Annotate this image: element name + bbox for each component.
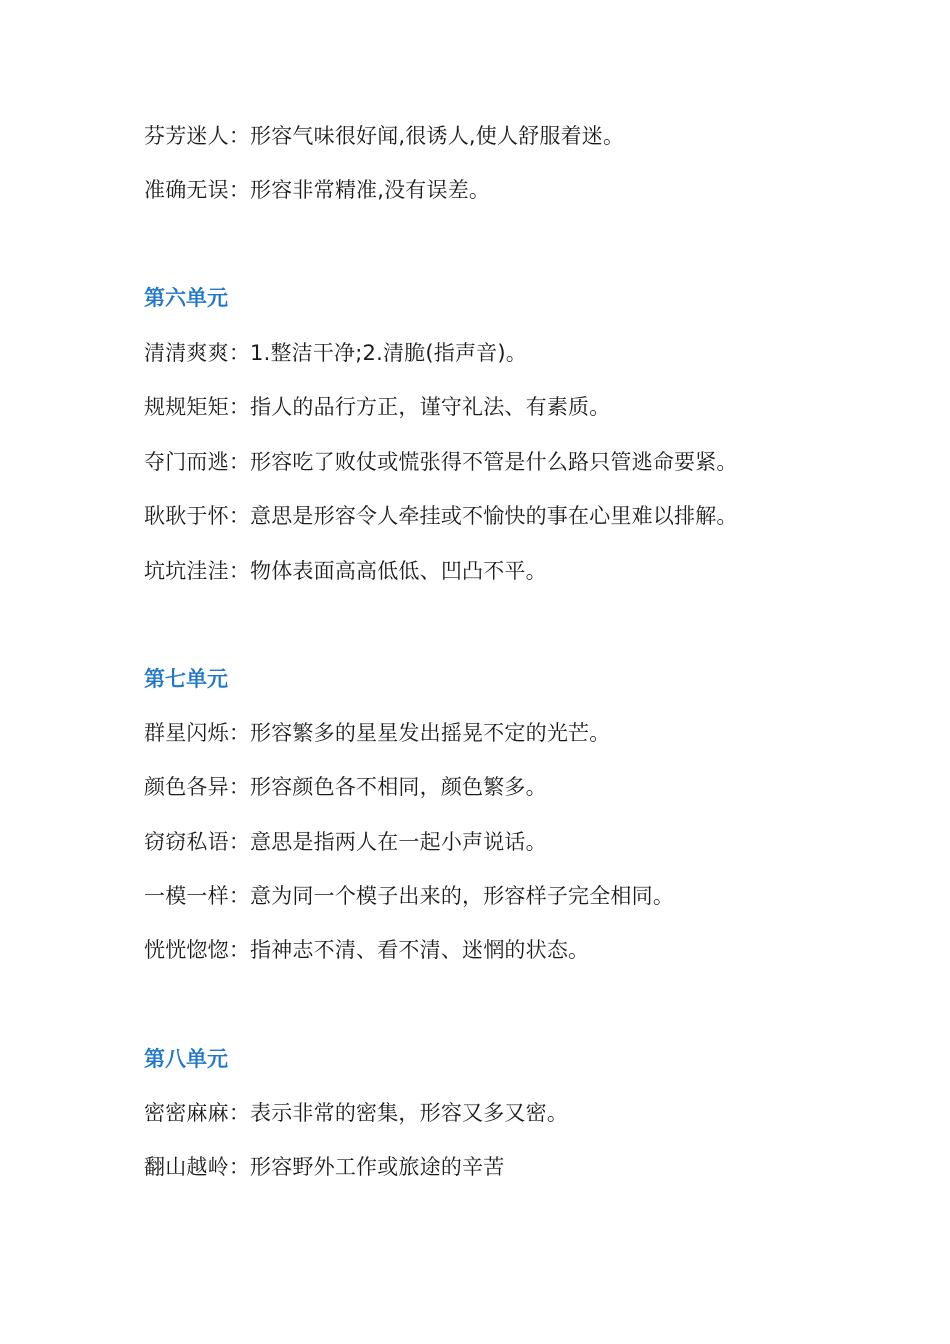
entry-definition: 形容颜色各不相同，颜色繁多。 bbox=[250, 775, 547, 799]
entry-term: 夺门而逃 bbox=[144, 450, 229, 474]
entry-mimi bbox=[144, 1099, 568, 1127]
entry-separator: ： bbox=[228, 1101, 251, 1125]
entry-kengkeng bbox=[144, 557, 547, 585]
entry-fenfang bbox=[144, 122, 624, 150]
entry-term: 芬芳迷人 bbox=[144, 124, 229, 148]
entry-term: 准确无误 bbox=[144, 178, 229, 202]
entry-definition: 指人的品行方正，谨守礼法、有素质。 bbox=[250, 395, 611, 419]
section-heading-unit7: 第七单元 bbox=[144, 667, 228, 691]
entry-term: 耿耿于怀 bbox=[144, 504, 229, 528]
entry-term: 坑坑洼洼 bbox=[144, 559, 229, 583]
entry-separator: ： bbox=[228, 395, 251, 419]
entry-huanghuang bbox=[144, 936, 589, 964]
entry-definition: 形容野外工作或旅途的辛苦 bbox=[250, 1155, 505, 1179]
entry-term: 恍恍惚惚 bbox=[144, 938, 229, 962]
entry-definition: 表示非常的密集，形容又多又密。 bbox=[250, 1101, 569, 1125]
entry-separator: ： bbox=[228, 178, 251, 202]
entry-yanse bbox=[144, 773, 547, 801]
entry-separator: ： bbox=[228, 124, 251, 148]
entry-yimu bbox=[144, 882, 674, 910]
entry-definition: 形容吃了败仗或慌张得不管是什么路只管逃命要紧。 bbox=[250, 450, 738, 474]
entry-separator: ： bbox=[228, 775, 251, 799]
entry-separator: ： bbox=[228, 884, 251, 908]
entry-definition: 意为同一个模子出来的，形容样子完全相同。 bbox=[250, 884, 675, 908]
entry-term: 清清爽爽 bbox=[144, 341, 229, 365]
entry-separator: ： bbox=[228, 559, 251, 583]
entry-term: 窃窃私语 bbox=[144, 830, 229, 854]
entry-definition: 意思是指两人在一起小声说话。 bbox=[250, 830, 547, 854]
entry-definition: 物体表面高高低低、凹凸不平。 bbox=[250, 559, 547, 583]
entry-duomen bbox=[144, 448, 738, 476]
entry-separator: ： bbox=[228, 830, 251, 854]
entry-definition: 指神志不清、看不清、迷惘的状态。 bbox=[250, 938, 590, 962]
entry-genggeng bbox=[144, 502, 738, 530]
entry-definition: 形容繁多的星星发出摇晃不定的光芒。 bbox=[250, 721, 611, 745]
entry-definition: 形容气味很好闻,很诱人,使人舒服着迷。 bbox=[250, 124, 625, 148]
entry-fanshan bbox=[144, 1153, 504, 1181]
entry-separator: ： bbox=[228, 504, 251, 528]
section-heading-unit6: 第六单元 bbox=[144, 286, 228, 310]
entry-term: 一模一样 bbox=[144, 884, 229, 908]
entry-definition: 意思是形容令人牵挂或不愉快的事在心里难以排解。 bbox=[250, 504, 738, 528]
entry-term: 群星闪烁 bbox=[144, 721, 229, 745]
entry-term: 密密麻麻 bbox=[144, 1101, 229, 1125]
entry-separator: ： bbox=[228, 450, 251, 474]
entry-zhunque bbox=[144, 176, 490, 204]
entry-qingqing bbox=[144, 339, 527, 367]
entry-definition: 1.整洁干净;2.清脆(指声音)。 bbox=[250, 341, 527, 365]
entry-definition: 形容非常精准,没有误差。 bbox=[250, 178, 491, 202]
entry-separator: ： bbox=[228, 1155, 251, 1179]
entry-qunxing bbox=[144, 719, 610, 747]
entry-term: 颜色各异 bbox=[144, 775, 229, 799]
entry-guigui bbox=[144, 393, 610, 421]
entry-qieqie bbox=[144, 828, 547, 856]
entry-separator: ： bbox=[228, 341, 251, 365]
entry-term: 翻山越岭 bbox=[144, 1155, 229, 1179]
section-heading-unit8: 第八单元 bbox=[144, 1047, 228, 1071]
entry-separator: ： bbox=[228, 721, 251, 745]
entry-separator: ： bbox=[228, 938, 251, 962]
entry-term: 规规矩矩 bbox=[144, 395, 229, 419]
